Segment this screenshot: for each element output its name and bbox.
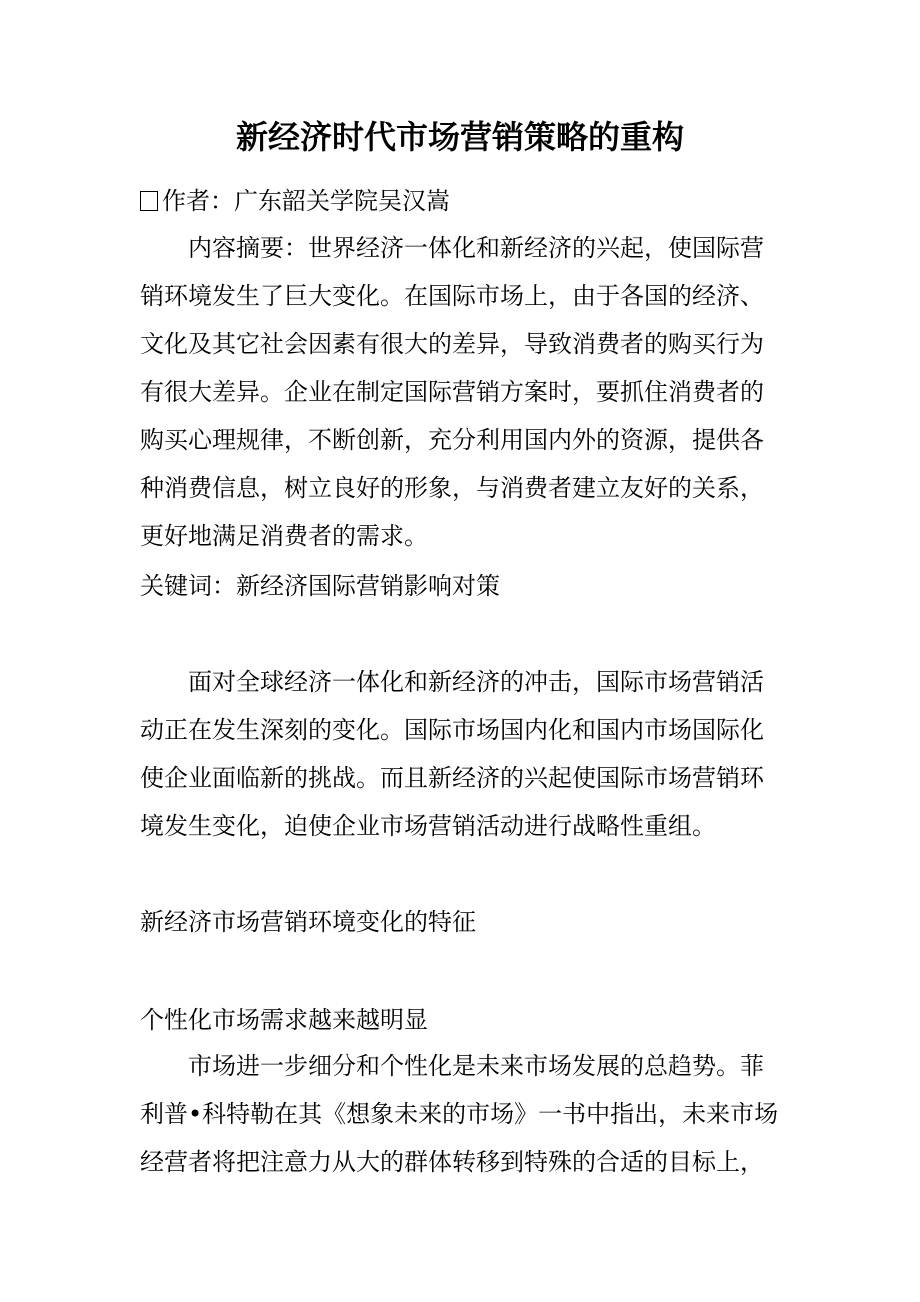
intro-line: 境发生变化，迫使企业市场营销活动进行战略性重组。	[140, 812, 716, 840]
abstract-line: 更好地满足消费者的需求。	[140, 522, 428, 550]
checkbox-icon	[140, 191, 158, 211]
abstract-paragraph	[140, 224, 790, 560]
author-line	[140, 181, 450, 221]
section-heading: 新经济市场营销环境变化的特征	[140, 908, 476, 936]
section-body-line: 利普•科特勒在其《想象未来的市场》一书中指出，未来市场	[140, 1100, 779, 1128]
abstract-line: 有很大差异。企业在制定国际营销方案时，要抓住消费者的	[140, 378, 764, 406]
abstract-line: 文化及其它社会因素有很大的差异，导致消费者的购买行为	[140, 330, 764, 358]
abstract-line: 内容摘要：世界经济一体化和新经济的兴起，使国际营	[188, 234, 764, 262]
section-body-paragraph	[140, 1042, 790, 1186]
intro-line: 使企业面临新的挑战。而且新经济的兴起使国际市场营销环	[140, 764, 764, 792]
abstract-line: 销环境发生了巨大变化。在国际市场上，由于各国的经济、	[140, 282, 764, 310]
author-text: 作者：广东韶关学院吴汉嵩	[162, 187, 450, 215]
intro-paragraph	[140, 658, 790, 850]
intro-line: 面对全球经济一体化和新经济的冲击，国际市场营销活	[188, 668, 764, 696]
keywords-line: 关键词：新经济国际营销影响对策	[140, 572, 500, 600]
section-body-line: 市场进一步细分和个性化是未来市场发展的总趋势。菲	[188, 1052, 764, 1080]
section-body-line: 经营者将把注意力从大的群体转移到特殊的合适的目标上，	[140, 1148, 764, 1176]
abstract-line: 购买心理规律，不断创新，充分利用国内外的资源，提供各	[140, 426, 764, 454]
intro-line: 动正在发生深刻的变化。国际市场国内化和国内市场国际化	[140, 716, 764, 744]
subsection-heading: 个性化市场需求越来越明显	[140, 1006, 428, 1034]
document-title: 新经济时代市场营销策略的重构	[235, 118, 684, 156]
abstract-line: 种消费信息，树立良好的形象，与消费者建立友好的关系，	[140, 474, 764, 502]
